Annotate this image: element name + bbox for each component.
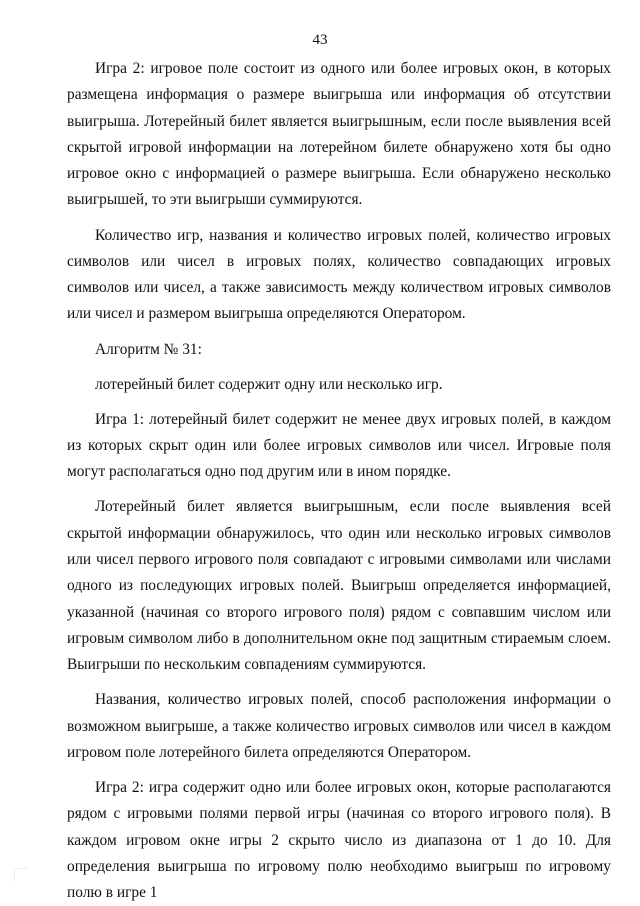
paragraph-winning-condition: Лотерейный билет является выигрышным, если после выявления всей скрытой информации обнаружилось, что один или несколько игровых символов или чисел первого игрового поля совпадают с игровыми символами или числами одного из последующих игровых полей. Выигрыш определяется информацией, указанной (начиная со второго игрового поля) рядом с совпавшим числом или игровым символом либо в дополнительном окне под защитным стираемым слоем. Выигрыши по нескольким совпадениям суммируются. [67, 498, 611, 674]
paragraph-ticket-contains-games: лотерейный билет содержит одну или несколько игр. [95, 375, 443, 393]
paragraph-operator-determines: Количество игр, названия и количество игровых полей, количество игровых символов или чисел в игровых полях, количество совпадающих игровых символов или чисел, а также зависимость между количеством игровых символов или чисел и размером выигрыша определяются Оператором. [67, 226, 611, 323]
document-body [67, 56, 611, 906]
scan-artifact [14, 868, 27, 881]
paragraph-game-2-windows: Игра 2: игровое поле состоит из одного или более игровых окон, в которых размещена информация о размере выигрыша или информация об отсутствии выигрыша. Лотерейный билет является выигрышным, если после выявления всей скрытой игровой информации на лотерейном билете обнаружено хотя бы одно игровое окно с информацией о размере выигрыша. Если обнаружено несколько выигрышей, то эти выигрыши суммируются. [67, 60, 611, 209]
paragraph-names-and-layout: Названия, количество игровых полей, способ расположения информации о возможном выигрыше, а также количество игровых символов или чисел в каждом игровом поле лотерейного билета определяются Оператором. [67, 691, 611, 761]
paragraph-game-2-numbers: Игра 2: игра содержит одно или более игровых окон, которые располагаются рядом с игровыми полями первой игры (начиная со второго игрового поля). В каждом игровом окне игры 2 скрыто число из диапазона от 1 до 10. Для определения выигрыша по игровому полю необходимо выигрыш по игровому полю в игре 1 [67, 779, 611, 902]
paragraph-algorithm-heading: Алгоритм № 31: [95, 340, 202, 358]
page-number: 43 [312, 32, 328, 48]
paragraph-game-1-fields: Игра 1: лотерейный билет содержит не менее двух игровых полей, в каждом из которых скрыт один или более игровых символов или чисел. Игровые поля могут располагаться одно под другим или в ином порядке. [67, 410, 611, 481]
